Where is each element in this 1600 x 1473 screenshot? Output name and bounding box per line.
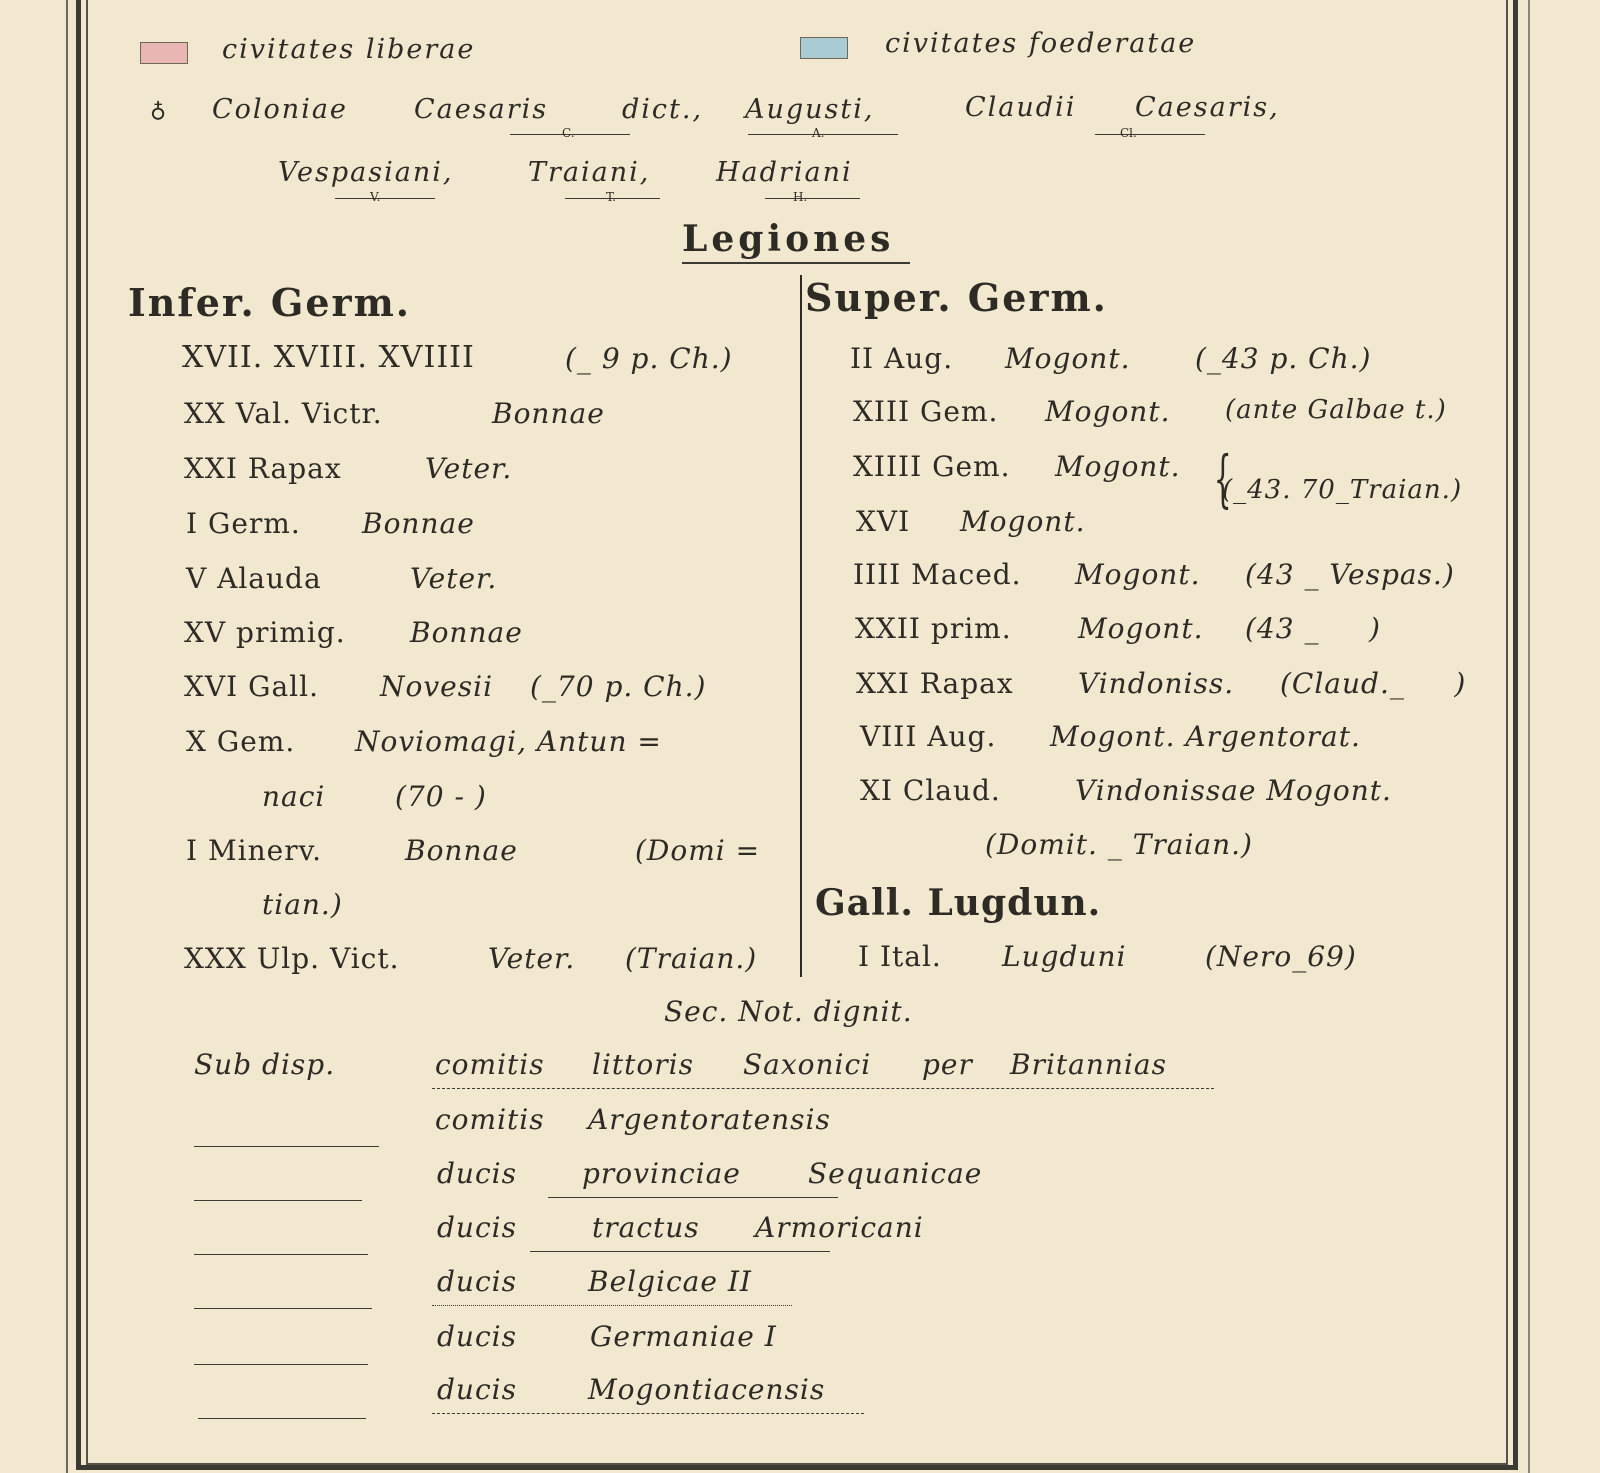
infer-row-11-note: tian.) — [262, 888, 343, 921]
super-row-1-place: Mogont. — [1005, 342, 1131, 375]
page-edge-left — [66, 0, 68, 1473]
infer-row-10-note: (Domi = — [635, 834, 761, 867]
super-row-3-place: Mogont. — [1055, 450, 1181, 483]
infer-row-10-legion: I Minerv. — [186, 834, 322, 867]
super-row-2-legion: XIII Gem. — [853, 395, 999, 428]
notitia-row-1-word-3: Saxonici — [743, 1048, 872, 1081]
super-row-4-place: Mogont. — [960, 505, 1086, 538]
coloniae-hadriani: Hadriani — [716, 157, 853, 188]
notitia-row-5-place: Belgicae II — [588, 1265, 752, 1298]
infer-row-3-place: Veter. — [425, 452, 513, 485]
column-divider — [800, 275, 802, 977]
super-germ-heading: Super. Germ. — [805, 275, 1108, 320]
infer-row-12-place: Veter. — [488, 942, 576, 975]
gall-row-legion: I Ital. — [858, 940, 942, 973]
legiones-underline — [682, 262, 910, 264]
ditto-line-6 — [194, 1364, 368, 1365]
super-row-8-legion: VIII Aug. — [860, 720, 997, 753]
super-row-2-place: Mogont. — [1045, 395, 1171, 428]
notitia-row-3-rank: ducis — [437, 1157, 517, 1190]
rule-h — [765, 198, 860, 199]
abbr-h: H. — [793, 190, 808, 204]
abbr-v: V. — [370, 190, 381, 204]
notitia-row-5-rank: ducis — [437, 1265, 517, 1298]
ditto-line-4 — [194, 1254, 368, 1255]
sub-disp-label: Sub disp. — [194, 1048, 336, 1081]
notitia-row-4-word-3: Armoricani — [755, 1211, 924, 1244]
infer-row-8-place: Noviomagi, Antun = — [355, 725, 662, 758]
notitia-row-4-rank: ducis — [437, 1211, 517, 1244]
notitia-row-3-underline — [548, 1197, 838, 1198]
super-row-9-place: Vindonissae Mogont. — [1075, 774, 1392, 807]
notitia-row-4-underline — [530, 1251, 830, 1252]
notitia-row-2-place: Argentoratensis — [588, 1103, 831, 1136]
coloniae-augusti: Augusti, — [745, 94, 875, 125]
ditto-line-5 — [194, 1308, 372, 1309]
notitia-row-1-underline — [432, 1088, 1214, 1089]
notitia-row-1-rank: comitis — [435, 1048, 545, 1081]
infer-row-9-place: naci — [262, 780, 326, 813]
super-row-5-place: Mogont. — [1075, 558, 1201, 591]
infer-row-6-place: Bonnae — [410, 616, 523, 649]
legend-foederatae-label: civitates foederatae — [885, 28, 1197, 59]
notitia-row-6-place: Germaniae I — [590, 1320, 777, 1353]
super-row-5-note: (43 _ Vespas.) — [1245, 558, 1455, 591]
super-row-2-note: (ante Galbae t.) — [1225, 395, 1447, 425]
infer-row-6-legion: XV primig. — [184, 616, 346, 649]
infer-row-4-place: Bonnae — [362, 507, 475, 540]
super-row-6-note: (43 _ ) — [1245, 612, 1381, 645]
infer-row-1-note: (_ 9 p. Ch.) — [565, 342, 733, 375]
infer-row-8-legion: X Gem. — [186, 725, 296, 758]
infer-row-2-place: Bonnae — [492, 397, 605, 430]
infer-row-5-legion: V Alauda — [186, 562, 322, 595]
infer-row-5-place: Veter. — [410, 562, 498, 595]
infer-row-3-legion: XXI Rapax — [184, 452, 342, 485]
coloniae-caesaris: Caesaris — [414, 94, 549, 125]
rule-cl — [1095, 134, 1205, 135]
super-row-10-note: (Domit. _ Traian.) — [985, 828, 1253, 861]
coloniae-claudii: Claudii — [965, 92, 1077, 123]
abbr-t: T. — [606, 190, 617, 204]
super-row-8-place: Mogont. Argentorat. — [1050, 720, 1361, 753]
page-edge-right — [1528, 0, 1530, 1473]
gall-lugdun-heading: Gall. Lugdun. — [815, 882, 1102, 924]
infer-row-12-note: (Traian.) — [625, 942, 758, 975]
super-row-7-note: (Claud._ ) — [1280, 667, 1467, 700]
colonia-marker-icon: ♁ — [150, 98, 167, 123]
infer-row-7-place: Novesii — [380, 670, 494, 703]
notitia-row-7-underline — [432, 1413, 864, 1414]
super-row-6-legion: XXII prim. — [855, 612, 1012, 645]
abbr-a: A. — [812, 126, 825, 140]
coloniae-dict: dict., — [622, 94, 704, 125]
swatch-foederatae — [800, 37, 848, 59]
notitia-row-1-word-4: per — [922, 1048, 973, 1081]
super-row-6-place: Mogont. — [1078, 612, 1204, 645]
rule-v — [335, 198, 435, 199]
ditto-line-3 — [194, 1200, 362, 1201]
infer-row-9-note: (70 - ) — [395, 780, 487, 813]
notitia-row-2-rank: comitis — [435, 1103, 545, 1136]
super-row-1-legion: II Aug. — [850, 342, 954, 375]
super-row-3-legion: XIIII Gem. — [853, 450, 1011, 483]
brace-icon: { — [1213, 442, 1232, 515]
coloniae-word: Coloniae — [212, 94, 348, 125]
coloniae-vespasiani: Vespasiani, — [278, 157, 454, 188]
infer-row-1-legion: XVII. XVIII. XVIIII — [182, 340, 475, 375]
gall-row-place: Lugduni — [1002, 940, 1127, 973]
ditto-line-2 — [194, 1146, 379, 1147]
swatch-liberae — [140, 42, 188, 64]
infer-germ-heading: Infer. Germ. — [128, 280, 412, 325]
notitia-row-7-rank: ducis — [437, 1373, 517, 1406]
legend-liberae-label: civitates liberae — [222, 34, 476, 65]
notitia-row-7-place: Mogontiacensis — [588, 1373, 826, 1406]
legiones-title: Legiones — [682, 218, 895, 260]
infer-row-10-place: Bonnae — [405, 834, 518, 867]
super-row-9-legion: XI Claud. — [860, 774, 1001, 807]
coloniae-traiani: Traiani, — [528, 157, 651, 188]
notitia-title: Sec. Not. dignit. — [664, 995, 913, 1028]
super-brace-note: (_43. 70_Traian.) — [1222, 475, 1463, 505]
super-row-5-legion: IIII Maced. — [853, 558, 1022, 591]
infer-row-12-legion: XXX Ulp. Vict. — [184, 942, 400, 975]
abbr-cl: Cl. — [1120, 126, 1137, 140]
notitia-row-1-word-5: Britannias — [1010, 1048, 1167, 1081]
notitia-row-3-word-3: Sequanicae — [808, 1157, 983, 1190]
super-row-7-legion: XXI Rapax — [856, 667, 1014, 700]
super-row-4-legion: XVI — [856, 505, 911, 538]
infer-row-7-legion: XVI Gall. — [184, 670, 319, 703]
infer-row-4-legion: I Germ. — [186, 507, 301, 540]
abbr-c: C. — [562, 126, 575, 140]
infer-row-2-legion: XX Val. Victr. — [184, 397, 383, 430]
notitia-row-4-word-2: tractus — [592, 1211, 700, 1244]
ditto-line-7 — [198, 1418, 366, 1419]
super-row-1-note: (_43 p. Ch.) — [1195, 342, 1372, 375]
coloniae-claudii-caesaris: Caesaris, — [1135, 92, 1280, 123]
infer-row-7-note: (_70 p. Ch.) — [530, 670, 707, 703]
super-row-7-place: Vindoniss. — [1078, 667, 1235, 700]
notitia-row-5-underline — [432, 1305, 792, 1306]
notitia-row-6-rank: ducis — [437, 1320, 517, 1353]
notitia-row-3-word-2: provinciae — [582, 1157, 741, 1190]
gall-row-note: (Nero_69) — [1205, 940, 1357, 973]
notitia-row-1-word-2: littoris — [592, 1048, 694, 1081]
